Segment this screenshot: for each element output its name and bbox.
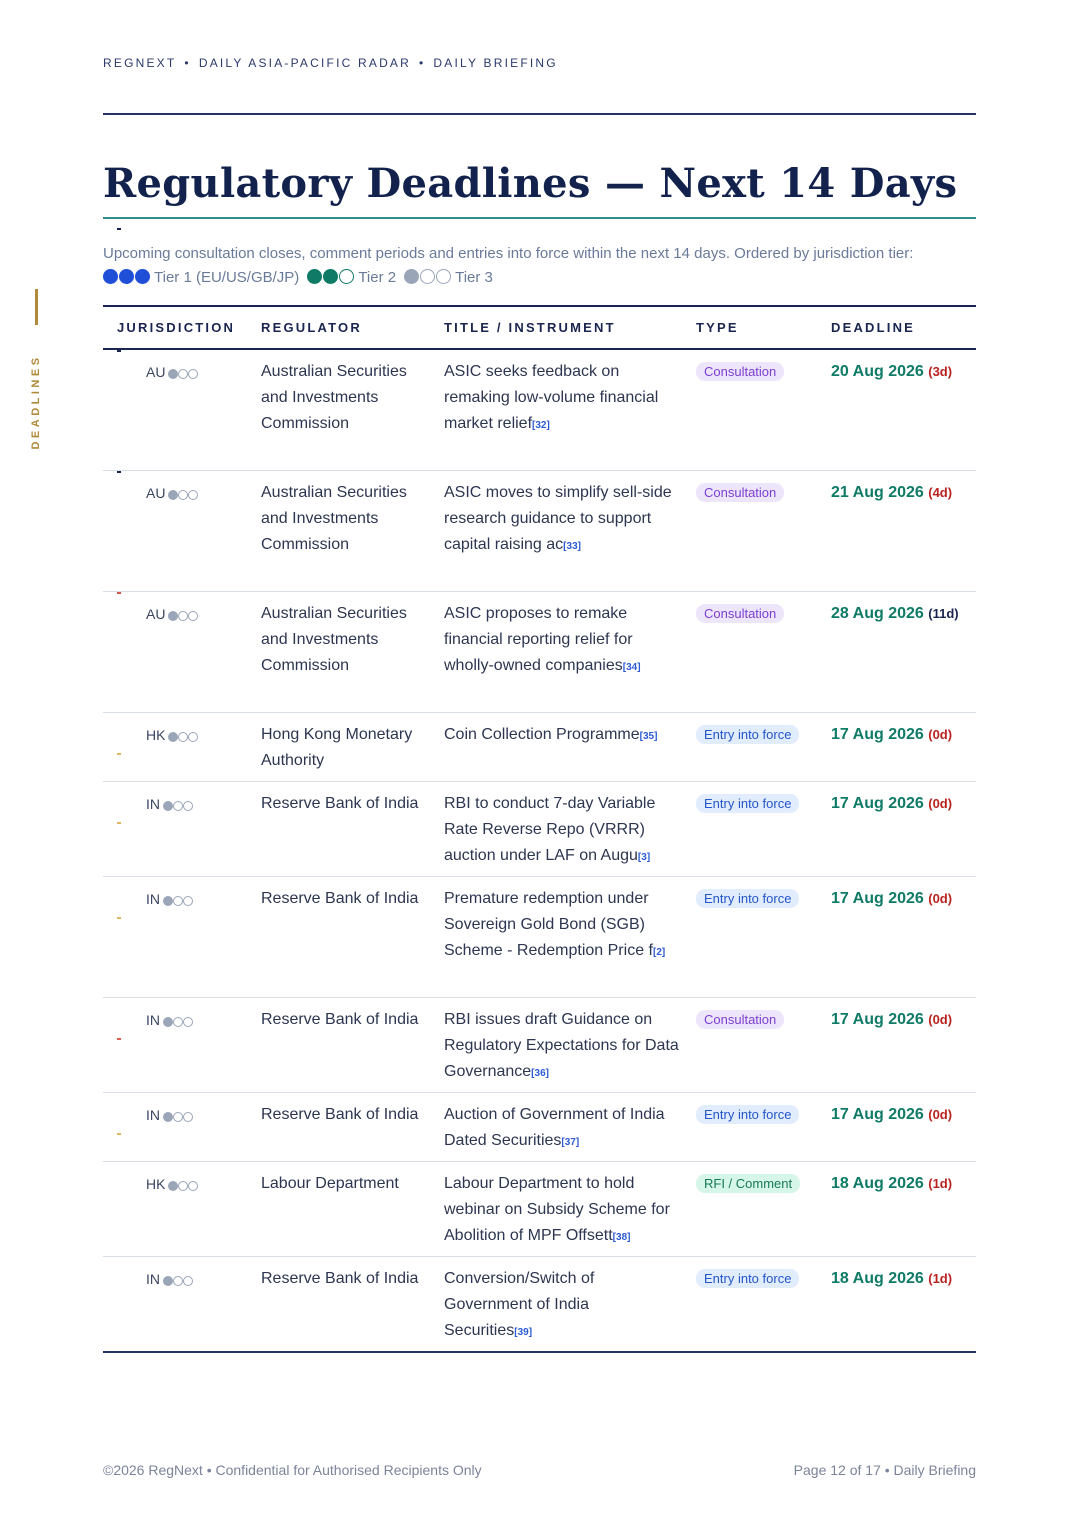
jurisdiction-code: IN	[146, 891, 160, 907]
cell-type	[696, 359, 816, 385]
tier-dots-icon	[168, 361, 198, 387]
legend-item	[103, 269, 299, 286]
filled-dot-icon	[404, 269, 419, 284]
row-marker	[117, 592, 121, 594]
cell-type	[696, 722, 816, 748]
deadline-date: 18 Aug 2026	[831, 1175, 924, 1192]
title-tick	[117, 228, 121, 230]
deadline-date: 18 Aug 2026	[831, 1270, 924, 1287]
cell-jurisdiction	[146, 722, 198, 750]
cell-jurisdiction	[146, 1007, 193, 1035]
table-row[interactable]	[103, 1093, 976, 1162]
cell-type	[696, 791, 816, 817]
cell-type	[696, 1171, 816, 1197]
header-brand: REGNEXT	[103, 56, 177, 70]
jurisdiction-code: AU	[146, 364, 166, 380]
cell-jurisdiction	[146, 601, 198, 629]
table-row[interactable]	[103, 350, 976, 471]
cell-deadline	[831, 601, 959, 627]
days-remaining: (0d)	[928, 796, 953, 811]
empty-dot-icon	[178, 490, 188, 500]
cell-deadline	[831, 1007, 952, 1033]
tier-dots-icon	[163, 1009, 193, 1035]
cell-title	[444, 1102, 679, 1156]
tier-indicator	[163, 1012, 193, 1028]
table-row[interactable]	[103, 1257, 976, 1353]
instrument-title: Coin Collection Programme	[444, 726, 640, 743]
tier-dots-icon	[168, 1173, 198, 1199]
deadline-date: 17 Aug 2026	[831, 1106, 924, 1123]
tier-dots-icon	[404, 268, 452, 292]
empty-dot-icon	[183, 1017, 193, 1027]
instrument-title: Auction of Government of India Dated Securities	[444, 1106, 665, 1149]
page-title: Regulatory Deadlines — Next 14 Days	[103, 160, 958, 207]
instrument-title: ASIC proposes to remake financial reporting relief for wholly-owned companies	[444, 605, 633, 674]
instrument-title: Premature redemption under Sovereign Gold Bond (SGB) Scheme - Redemption Price f	[444, 890, 653, 959]
legend-label: Tier 1 (EU/US/GB/JP)	[154, 269, 300, 286]
jurisdiction-code: AU	[146, 606, 166, 622]
legend-item	[307, 269, 396, 286]
empty-dot-icon	[183, 801, 193, 811]
col-regulator: REGULATOR	[261, 320, 362, 335]
cell-title	[444, 1171, 679, 1251]
type-badge: Consultation	[696, 1010, 784, 1029]
table-row[interactable]	[103, 713, 976, 782]
running-header	[103, 56, 558, 70]
reference-link[interactable]: [33]	[563, 541, 581, 552]
filled-dot-icon	[135, 269, 150, 284]
cell-type	[696, 601, 816, 627]
legend-label: Tier 2	[358, 269, 397, 286]
cell-regulator: Hong Kong Monetary Authority	[261, 726, 413, 769]
cell-title	[444, 480, 679, 560]
cell-title	[444, 791, 679, 871]
table-row[interactable]	[103, 782, 976, 877]
tier-indicator	[168, 1176, 198, 1192]
empty-dot-icon	[183, 1276, 193, 1286]
cell-type	[696, 886, 816, 912]
deadlines-table	[103, 305, 976, 1353]
filled-dot-icon	[168, 732, 178, 742]
cell-deadline	[831, 1102, 952, 1128]
instrument-title: RBI issues draft Guidance on Regulatory Expectations for Data Governance	[444, 1011, 679, 1080]
instrument-title: Conversion/Switch of Government of India Securities	[444, 1270, 595, 1339]
days-remaining: (1d)	[928, 1176, 953, 1191]
cell-deadline	[831, 722, 952, 748]
row-marker	[117, 917, 121, 919]
row-marker	[117, 753, 121, 755]
empty-dot-icon	[178, 611, 188, 621]
filled-dot-icon	[307, 269, 322, 284]
empty-dot-icon	[436, 269, 451, 284]
cell-title	[444, 886, 679, 966]
empty-dot-icon	[173, 1276, 183, 1286]
cell-jurisdiction	[146, 886, 193, 914]
table-header	[103, 305, 976, 350]
cell-jurisdiction	[146, 791, 193, 819]
header-rule	[103, 113, 976, 115]
header-separator: •	[184, 56, 191, 70]
reference-link[interactable]: [37]	[561, 1137, 580, 1148]
tier-dots-icon	[163, 793, 193, 819]
tier-dots-icon	[307, 268, 355, 292]
legend-label: Tier 3	[455, 269, 493, 286]
cell-deadline	[831, 359, 952, 385]
tier-legend	[103, 266, 501, 292]
type-badge: Entry into force	[696, 794, 799, 813]
tier-dots-icon	[163, 1104, 193, 1130]
footer-page-number: Page 12 of 17 • Daily Briefing	[793, 1462, 976, 1478]
deadline-date: 17 Aug 2026	[831, 726, 924, 743]
filled-dot-icon	[163, 1276, 173, 1286]
cell-title	[444, 359, 679, 439]
deadline-date: 21 Aug 2026	[831, 484, 924, 501]
cell-type	[696, 1102, 816, 1128]
empty-dot-icon	[173, 1017, 183, 1027]
jurisdiction-code: IN	[146, 1107, 160, 1123]
col-type: TYPE	[696, 320, 739, 335]
empty-dot-icon	[188, 369, 198, 379]
cell-regulator: Reserve Bank of India	[261, 795, 419, 812]
reference-link[interactable]: [39]	[514, 1327, 533, 1338]
cell-title	[444, 1007, 679, 1087]
empty-dot-icon	[420, 269, 435, 284]
cell-deadline	[831, 886, 952, 912]
deadline-date: 17 Aug 2026	[831, 795, 924, 812]
reference-link[interactable]: [32]	[532, 420, 550, 431]
jurisdiction-code: IN	[146, 1012, 160, 1028]
filled-dot-icon	[323, 269, 338, 284]
empty-dot-icon	[188, 1181, 198, 1191]
filled-dot-icon	[103, 269, 118, 284]
reference-link[interactable]: [35]	[639, 731, 658, 742]
days-remaining: (0d)	[928, 727, 953, 742]
days-remaining: (0d)	[928, 1012, 953, 1027]
days-remaining: (4d)	[928, 485, 953, 500]
side-section-label: DEADLINES	[30, 354, 42, 450]
header-publication: DAILY ASIA-PACIFIC RADAR	[198, 56, 412, 70]
tier-indicator	[168, 727, 198, 743]
tier-indicator	[163, 1107, 193, 1123]
row-marker	[117, 471, 121, 473]
reference-link[interactable]: [3]	[637, 852, 651, 863]
legend-item	[404, 269, 493, 286]
days-remaining: (3d)	[928, 364, 953, 379]
tier-dots-icon	[103, 268, 151, 292]
type-badge: Consultation	[696, 362, 784, 381]
empty-dot-icon	[173, 801, 183, 811]
cell-title	[444, 1266, 679, 1346]
cell-jurisdiction	[146, 359, 198, 387]
days-remaining: (11d)	[928, 606, 959, 621]
type-badge: Consultation	[696, 483, 784, 502]
jurisdiction-code: IN	[146, 1271, 160, 1287]
cell-regulator: Reserve Bank of India	[261, 1270, 419, 1287]
reference-link[interactable]: [2]	[652, 947, 666, 958]
empty-dot-icon	[173, 1112, 183, 1122]
filled-dot-icon	[163, 896, 173, 906]
tier-dots-icon	[168, 482, 198, 508]
title-rule	[103, 217, 976, 219]
row-marker	[117, 822, 121, 824]
row-marker	[117, 1038, 121, 1040]
filled-dot-icon	[168, 369, 178, 379]
table-body	[103, 350, 976, 1353]
cell-regulator: Reserve Bank of India	[261, 1011, 419, 1028]
header-separator: •	[419, 56, 426, 70]
days-remaining: (0d)	[928, 891, 953, 906]
cell-type	[696, 1266, 816, 1292]
days-remaining: (0d)	[928, 1107, 953, 1122]
table-row[interactable]	[103, 998, 976, 1093]
empty-dot-icon	[183, 896, 193, 906]
intro-text: Upcoming consultation closes, comment periods and entries into force within the next 14 days. Ordered by jurisdiction tier:	[103, 245, 914, 262]
cell-title	[444, 601, 679, 681]
type-badge: RFI / Comment	[696, 1174, 800, 1193]
cell-deadline	[831, 480, 952, 506]
cell-regulator: Reserve Bank of India	[261, 890, 419, 907]
row-marker	[117, 350, 121, 352]
empty-dot-icon	[178, 369, 188, 379]
tier-dots-icon	[168, 724, 198, 750]
jurisdiction-code: AU	[146, 485, 166, 501]
tier-indicator	[163, 891, 193, 907]
col-deadline: DEADLINE	[831, 320, 916, 335]
type-badge: Entry into force	[696, 1105, 799, 1124]
tier-indicator	[168, 606, 198, 622]
tier-dots-icon	[168, 603, 198, 629]
table-row[interactable]	[103, 592, 976, 713]
days-remaining: (1d)	[928, 1271, 953, 1286]
empty-dot-icon	[178, 732, 188, 742]
tier-indicator	[168, 364, 198, 380]
reference-link[interactable]: [36]	[531, 1068, 549, 1079]
cell-deadline	[831, 1171, 952, 1197]
jurisdiction-code: HK	[146, 727, 166, 743]
type-badge: Entry into force	[696, 889, 799, 908]
footer-copyright: ©2026 RegNext • Confidential for Authorised Recipients Only	[103, 1462, 482, 1478]
header-section: DAILY BRIEFING	[433, 56, 558, 70]
col-title: TITLE / INSTRUMENT	[444, 320, 616, 335]
filled-dot-icon	[163, 1112, 173, 1122]
type-badge: Entry into force	[696, 1269, 799, 1288]
type-badge: Consultation	[696, 604, 784, 623]
cell-regulator: Australian Securities and Investments Commission	[261, 363, 407, 432]
col-jurisdiction: JURISDICTION	[117, 320, 236, 335]
reference-link[interactable]: [34]	[622, 662, 641, 673]
cell-deadline	[831, 791, 952, 817]
jurisdiction-code: HK	[146, 1176, 166, 1192]
jurisdiction-code: IN	[146, 796, 160, 812]
cell-regulator: Labour Department	[261, 1175, 399, 1192]
filled-dot-icon	[168, 611, 178, 621]
deadline-date: 17 Aug 2026	[831, 890, 924, 907]
cell-jurisdiction	[146, 1171, 198, 1199]
table-row[interactable]	[103, 471, 976, 592]
deadline-date: 20 Aug 2026	[831, 363, 924, 380]
tier-dots-icon	[163, 1268, 193, 1294]
cell-title	[444, 722, 679, 750]
cell-regulator: Australian Securities and Investments Commission	[261, 605, 407, 674]
empty-dot-icon	[188, 611, 198, 621]
table-row[interactable]	[103, 1162, 976, 1257]
deadline-date: 28 Aug 2026	[831, 605, 924, 622]
cell-jurisdiction	[146, 480, 198, 508]
side-accent-bar	[35, 289, 38, 325]
instrument-title: Labour Department to hold webinar on Subsidy Scheme for Abolition of MPF Offsett	[444, 1175, 670, 1244]
cell-deadline	[831, 1266, 952, 1292]
reference-link[interactable]: [38]	[612, 1232, 631, 1243]
empty-dot-icon	[188, 490, 198, 500]
empty-dot-icon	[183, 1112, 193, 1122]
type-badge: Entry into force	[696, 725, 799, 744]
filled-dot-icon	[163, 801, 173, 811]
cell-regulator: Reserve Bank of India	[261, 1106, 419, 1123]
instrument-title: ASIC seeks feedback on remaking low-volume financial market relief	[444, 363, 659, 432]
row-marker	[117, 1133, 121, 1135]
cell-type	[696, 1007, 816, 1033]
empty-dot-icon	[188, 732, 198, 742]
deadline-date: 17 Aug 2026	[831, 1011, 924, 1028]
cell-jurisdiction	[146, 1102, 193, 1130]
empty-dot-icon	[339, 269, 354, 284]
instrument-title: RBI to conduct 7-day Variable Rate Reverse Repo (VRRR) auction under LAF on Augu	[444, 795, 656, 864]
empty-dot-icon	[178, 1181, 188, 1191]
cell-type	[696, 480, 816, 506]
filled-dot-icon	[119, 269, 134, 284]
cell-jurisdiction	[146, 1266, 193, 1294]
empty-dot-icon	[173, 896, 183, 906]
table-row[interactable]	[103, 877, 976, 998]
filled-dot-icon	[168, 490, 178, 500]
filled-dot-icon	[168, 1181, 178, 1191]
tier-dots-icon	[163, 888, 193, 914]
tier-indicator	[168, 485, 198, 501]
cell-regulator: Australian Securities and Investments Commission	[261, 484, 407, 553]
filled-dot-icon	[163, 1017, 173, 1027]
tier-indicator	[163, 1271, 193, 1287]
tier-indicator	[163, 796, 193, 812]
instrument-title: ASIC moves to simplify sell-side research guidance to support capital raising ac	[444, 484, 672, 553]
